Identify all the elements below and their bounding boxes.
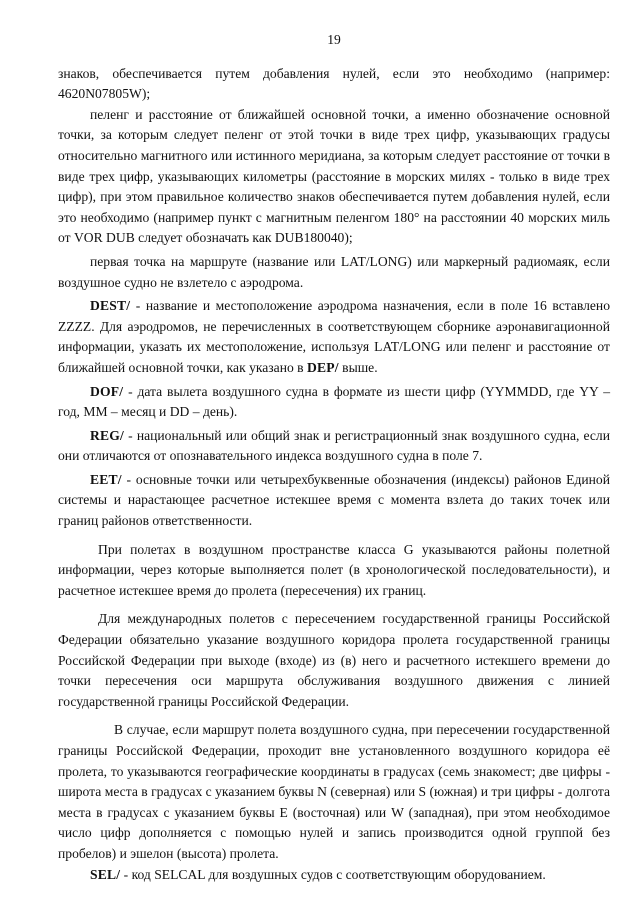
paragraph-reg	[58, 426, 610, 467]
dest-description: - название и местоположение аэродрома назначения, если в поле 16 вставлено ZZZZ. Для аэродромов, не перечисленных в соответствующем сборнике аэронавигационной информации, указать их местоположение, используя LAT/LONG или пеленг и расстояние от ближайшей основной точки, как указано в	[58, 298, 610, 375]
field-label-dof: DOF/	[90, 383, 124, 399]
field-label-reg: REG/	[90, 427, 125, 443]
paragraph-first-route-point: первая точка на маршруте (название или LAT/LONG) или маркерный радиомаяк, если воздушное судно не взлетело с аэродрома.	[58, 253, 610, 290]
paragraph-class-g: При полетах в воздушном пространстве класса G указываются районы полетной информации, через которые выполняется полет (в хронологической последовательности), и расчетное истекшее время до пролета (пересечения) их границ.	[58, 541, 610, 598]
dof-description: - дата вылета воздушного судна в формате из шести цифр (YYMMDD, где YY – год, MM – месяц и DD – день).	[58, 383, 610, 420]
paragraph-sel	[58, 865, 610, 886]
dep-reference-suffix: выше.	[338, 359, 378, 375]
eet-description: - основные точки или четырехбуквенные обозначения (индексы) районов Единой системы и нарастающее расчетное истекшее время с момента взлета до таких точек или границ районов ответственности.	[58, 471, 610, 529]
document-page	[58, 30, 610, 885]
reg-description: - национальный или общий знак и регистрационный знак воздушного судна, если они отличаются от опознавательного индекса воздушного судна в поле 7.	[58, 427, 610, 464]
paragraph-dof	[58, 382, 610, 423]
paragraph-eet	[58, 470, 610, 532]
paragraph-bearing-distance: пеленг и расстояние от ближайшей основной точки, а именно обозначение основной точки, за которым следует пеленг от этой точки в виде трех цифр, указывающих градусы относительно магнитного или истинного меридиана, за которым следует расстояние от точки в виде трех цифр, указывающих километры (расстояние в морских милях - только в виде трех цифр), при этом правильное количество знаков обеспечивается путем добавления нулей, если это необходимо (например пункт с магнитным пеленгом 180° на расстоянии 40 морских миль от VOR DUB следует обозначать как DUB180040);	[58, 106, 610, 246]
field-label-sel: SEL/	[90, 866, 121, 882]
page-number: 19	[327, 32, 341, 47]
paragraph-dest	[58, 296, 610, 378]
field-label-eet: EET/	[90, 471, 122, 487]
sel-description: - код SELCAL для воздушных судов с соответствующим оборудованием.	[120, 866, 546, 882]
paragraph-coordinates-end: знаков, обеспечивается путем добавления нулей, если это необходимо (например: 4620N07805W);	[58, 65, 610, 102]
paragraph-outside-corridor: В случае, если маршрут полета воздушного судна, при пересечении государственной границы Российской Федерации, проходит вне установленного воздушного коридора её пролета, то указываются географические координаты в градусах (семь знакомест; две цифры - широта места в градусах с указанием буквы N (северная) или S (южная) и три цифры - долгота места в градусах с указанием буквы E (восточная) или W (западная), при этом необходимое число цифр дополняется с помощью нулей и запись производится одной группой без пробелов) и эшелон (высота) пролета.	[58, 722, 610, 861]
paragraph-international-flights: Для международных полетов с пересечением государственной границы Российской Федерации обязательно указание воздушного коридора пролета государственной границы Российской Федерации при выходе (входе) из (в) него и расчетного истекшего времени до точки пересечения оси маршрута обслуживания воздушного движения с линией государственной границы Российской Федерации.	[58, 611, 610, 709]
field-label-dest: DEST/	[90, 298, 131, 314]
field-label-dep: DEP/	[307, 359, 339, 375]
